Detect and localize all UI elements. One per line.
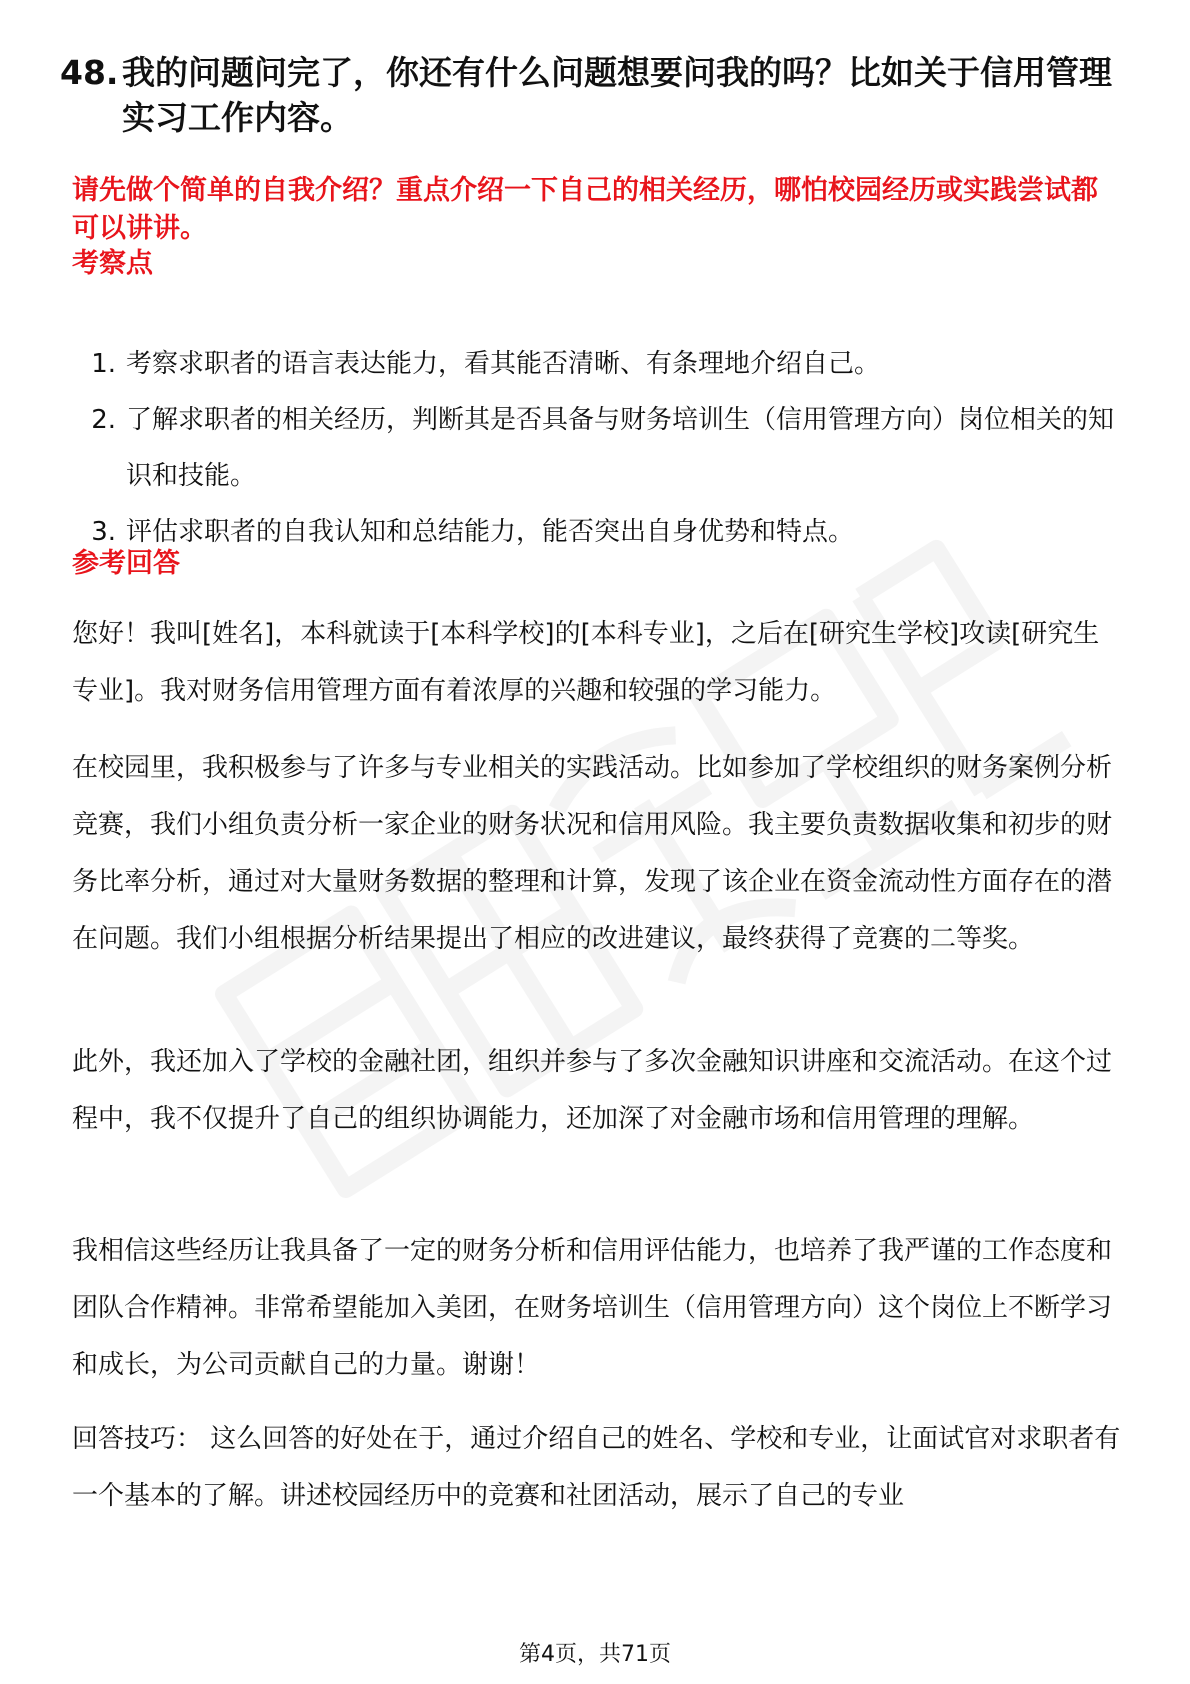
list-item-text: 评估求职者的自我认知和总结能力，能否突出自身优势和特点。 (126, 517, 855, 547)
answer-paragraph: 我相信这些经历让我具备了一定的财务分析和信用评估能力，也培养了我严谨的工作态度和团队合作精神。非常希望能加入美团，在财务培训生（信用管理方向）这个岗位上不断学习和成长，为公司贡献自己的力量。谢谢！ (72, 1236, 1113, 1380)
answer-tips-paragraph: 回答技巧： 这么回答的好处在于，通过介绍自己的姓名、学校和专业，让面试官对求职者有一个基本的了解。讲述校园经历中的竞赛和社团活动，展示了自己的专业 (72, 1424, 1121, 1511)
answer-paragraph: 您好！我叫[姓名]，本科就读于[本科学校]的[本科专业]，之后在[研究生学校]攻读[研究生专业]。我对财务信用管理方面有着浓厚的兴趣和较强的学习能力。 (72, 619, 1100, 706)
question-number: 48. (60, 53, 119, 92)
list-item (72, 392, 1122, 504)
list-item-number: 1. (91, 349, 116, 379)
question-text: 我的问题问完了，你还有什么问题想要问我的吗？比如关于信用管理实习工作内容。 (122, 53, 1112, 137)
points-list (72, 336, 1122, 560)
list-item-text: 考察求职者的语言表达能力，看其能否清晰、有条理地介绍自己。 (126, 349, 881, 379)
list-item-text: 了解求职者的相关经历，判断其是否具备与财务培训生（信用管理方向）岗位相关的知识和技能。 (126, 405, 1115, 491)
page-footer: 第4页，共71页 (519, 1642, 671, 1667)
section-heading-points: 考察点 (72, 248, 153, 279)
answer-paragraph: 在校园里，我积极参与了许多与专业相关的实践活动。比如参加了学校组织的财务案例分析竞赛，我们小组负责分析一家企业的财务状况和信用风险。我主要负责数据收集和初步的财务比率分析，通过对大量财务数据的整理和计算，发现了该企业在资金流动性方面存在的潜在问题。我们小组根据分析结果提出了相应的改进建议，最终获得了竞赛的二等奖。 (72, 753, 1113, 954)
question-title (60, 50, 1140, 140)
list-item-number: 3. (91, 517, 116, 547)
list-item (72, 504, 1122, 560)
interview-question: 请先做个简单的自我介绍？重点介绍一下自己的相关经历，哪怕校园经历或实践尝试都可以讲讲。 (72, 175, 1098, 244)
answer-paragraph: 此外，我还加入了学校的金融社团，组织并参与了多次金融知识讲座和交流活动。在这个过程中，我不仅提升了自己的组织协调能力，还加深了对金融市场和信用管理的理解。 (72, 1047, 1113, 1134)
list-item (72, 336, 1122, 392)
section-heading-answer: 参考回答 (72, 548, 180, 579)
list-item-number: 2. (91, 405, 116, 435)
